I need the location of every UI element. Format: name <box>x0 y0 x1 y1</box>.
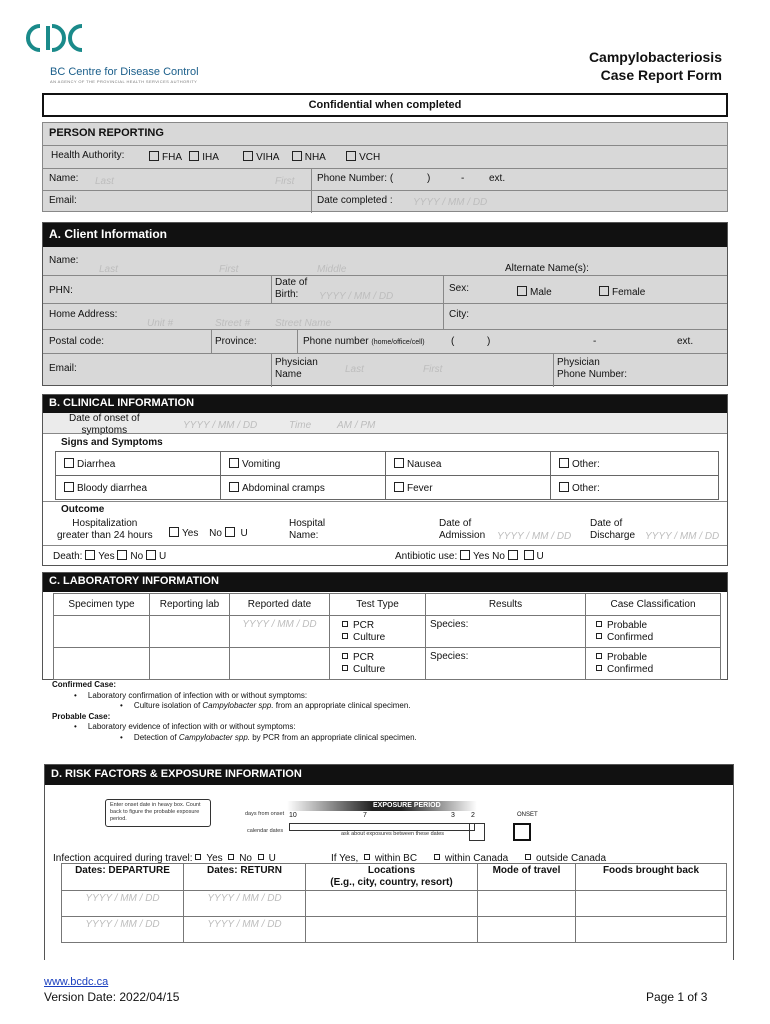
home-address-label: Home Address: <box>49 309 118 320</box>
postal-code-label: Postal code: <box>49 336 105 347</box>
checkbox-icon <box>342 665 348 671</box>
fha-checkbox[interactable] <box>149 152 181 163</box>
org-name: BC Centre for Disease Control <box>50 66 199 78</box>
scale-2: 2 <box>471 812 475 819</box>
date-placeholder: YYYY / MM / DD <box>207 919 282 930</box>
travel-no-label: No <box>239 853 252 864</box>
col-specimen-type: Specimen type <box>54 594 150 616</box>
antibiotic-label: Antibiotic use: <box>395 551 458 562</box>
admission-date-input[interactable] <box>497 530 571 542</box>
hospital-name-label <box>289 518 325 542</box>
sex-label: Sex: <box>449 283 470 294</box>
date-placeholder: YYYY / MM / DD <box>85 893 160 904</box>
checkbox-icon <box>64 458 74 468</box>
confirmed-label: Confirmed <box>607 663 654 675</box>
dob-label <box>275 277 307 301</box>
male-label: Male <box>530 287 552 298</box>
reporter-phone-close: ) <box>427 173 431 184</box>
culture-label: Culture <box>353 663 386 675</box>
ask-exposures-label: ask about exposures between these dates <box>341 831 445 837</box>
reporter-phone-dash: - <box>461 173 465 184</box>
hospitalization-label <box>57 518 153 542</box>
confirmed-checkbox[interactable] <box>596 632 719 644</box>
page-number: Page 1 of 3 <box>646 990 708 1004</box>
results-cell[interactable] <box>426 648 586 680</box>
org-sub: AN AGENCY OF THE PROVINCIAL HEALTH SERVICES AUTHORITY <box>50 79 198 84</box>
departure-cell[interactable] <box>62 917 184 943</box>
probable-line2-b: Campylobacter spp. <box>178 732 250 742</box>
hosp-no-label: No <box>209 528 222 539</box>
client-phone-sub: (home/office/cell) <box>371 339 425 346</box>
checkbox-icon <box>342 633 348 639</box>
date-placeholder: YYYY / MM / DD <box>497 531 572 542</box>
checkbox-icon <box>460 550 470 560</box>
death-yes-label: Yes <box>98 551 115 562</box>
fever-checkbox[interactable] <box>386 476 551 500</box>
nausea-label: Nausea <box>407 458 442 470</box>
death-yes-checkbox[interactable] <box>85 551 114 562</box>
scale-10: 10 <box>289 812 297 819</box>
checkbox-icon <box>364 854 370 860</box>
checkbox-icon <box>596 653 602 659</box>
hospital-label-line1: Hospital <box>289 518 326 529</box>
within-bc-label: within BC <box>374 853 418 864</box>
checkbox-icon <box>243 151 253 161</box>
confirmed-checkbox[interactable] <box>596 664 719 676</box>
street-name-placeholder: Street Name <box>275 318 332 329</box>
checkbox-icon <box>559 482 569 492</box>
other-2-checkbox[interactable] <box>551 476 719 500</box>
table-row <box>54 616 721 648</box>
lab-section-title: C. LABORATORY INFORMATION <box>43 573 727 592</box>
mode-cell[interactable] <box>478 917 576 943</box>
date-placeholder: YYYY / MM / DD <box>85 919 160 930</box>
probable-label: Probable <box>607 651 648 663</box>
hosp-label-line1: Hospitalization <box>72 518 138 529</box>
classification-cell <box>586 648 721 680</box>
death-no-checkbox[interactable] <box>117 551 143 562</box>
other-1-checkbox[interactable] <box>551 452 719 476</box>
antibiotic-yes-label: Yes <box>473 551 490 562</box>
abdominal-cramps-label: Abdominal cramps <box>242 482 325 494</box>
exposure-note: Enter onset date in heavy box. Count back to figure the probable exposure period. <box>110 802 201 822</box>
reporter-last-input[interactable] <box>95 175 114 187</box>
travel-label: Infection acquired during travel: <box>53 853 193 864</box>
checkbox-icon <box>342 621 348 627</box>
probable-line1-text: Laboratory evidence of infection with or without symptoms: <box>87 722 296 731</box>
date-placeholder: YYYY / MM / DD <box>413 197 488 208</box>
physician-phone-label <box>557 357 627 381</box>
location-cell[interactable] <box>306 891 478 917</box>
footer-url-link[interactable]: www.bcdc.ca <box>44 976 109 988</box>
onset-date-box[interactable] <box>513 823 531 841</box>
fha-label: FHA <box>162 152 182 163</box>
onset-label-line1: Date of onset of <box>69 413 140 424</box>
confirmed-line1: • Laboratory confirmation of infection with or without symptoms: <box>74 690 308 700</box>
client-phone-dash: - <box>593 336 597 347</box>
reporter-phone-label: Phone Number: ( <box>317 173 394 184</box>
physician-phone-line1: Physician <box>557 357 600 368</box>
checkbox-icon <box>596 633 602 639</box>
probable-line1: • Laboratory evidence of infection with or without symptoms: <box>74 722 296 731</box>
reporter-first-input[interactable] <box>275 175 294 187</box>
discharge-date-input[interactable] <box>645 530 719 542</box>
client-last-input[interactable] <box>99 263 118 275</box>
female-label: Female <box>612 287 646 298</box>
pcr-label: PCR <box>353 619 375 631</box>
classification-cell <box>586 616 721 648</box>
unit-input[interactable] <box>147 317 173 329</box>
calendar-dates-label: calendar dates <box>247 828 284 834</box>
date-completed-input[interactable] <box>413 196 487 208</box>
probable-line2-a: Detection of <box>133 732 179 742</box>
reported-date-cell[interactable] <box>230 616 330 648</box>
exposure-period-bar <box>287 801 477 811</box>
death-u-checkbox[interactable] <box>146 551 166 562</box>
client-section <box>42 222 728 386</box>
vomiting-checkbox[interactable] <box>221 452 386 476</box>
checkbox-icon <box>508 550 518 560</box>
pcr-checkbox[interactable] <box>342 652 424 664</box>
checkbox-icon <box>596 621 602 627</box>
bccdc-logo <box>22 22 88 54</box>
client-first-input[interactable] <box>219 263 238 275</box>
physician-last-input[interactable] <box>345 363 364 375</box>
risk-section-title: D. RISK FACTORS & EXPOSURE INFORMATION <box>45 765 733 785</box>
col-mode-of-travel: Mode of travel <box>478 864 576 891</box>
probable-case-title: Probable Case: <box>52 711 111 721</box>
culture-label: Culture <box>353 631 386 643</box>
ampm-placeholder: AM / PM <box>337 420 376 431</box>
diarrhea-checkbox[interactable] <box>56 452 221 476</box>
street-number-placeholder: Street # <box>215 318 251 329</box>
bloody-diarrhea-checkbox[interactable] <box>56 476 221 500</box>
dob-input[interactable] <box>319 290 393 302</box>
col-locations <box>306 864 478 891</box>
health-authority-label: Health Authority: <box>51 150 125 161</box>
lab-section <box>42 572 728 680</box>
female-checkbox[interactable] <box>599 286 645 298</box>
confirmed-line2-a: Culture isolation of <box>133 701 203 710</box>
col-return: Dates: RETURN <box>184 864 306 891</box>
physician-label-line1: Physician <box>275 357 318 368</box>
checkbox-icon <box>149 151 159 161</box>
onset-date-input[interactable] <box>183 419 257 431</box>
abdominal-cramps-checkbox[interactable] <box>221 476 386 500</box>
checkbox-icon <box>394 458 404 468</box>
date-placeholder: YYYY / MM / DD <box>645 531 720 542</box>
hospital-label-line2: Name: <box>289 530 319 541</box>
locations-sub: (E.g., city, country, resort) <box>330 877 453 888</box>
nausea-checkbox[interactable] <box>386 452 551 476</box>
hosp-label-line2: greater than 24 hours <box>57 530 153 541</box>
client-name-label: Name: <box>49 255 79 266</box>
fever-label: Fever <box>407 482 433 494</box>
death-u-label: U <box>158 551 167 562</box>
checkbox-icon <box>517 286 527 296</box>
physician-phone-line2: Phone Number: <box>557 369 628 380</box>
species-label: Species: <box>430 651 469 662</box>
last-placeholder: Last <box>99 264 118 275</box>
col-reported-date: Reported date <box>230 594 330 616</box>
locations-label: Locations <box>367 865 416 876</box>
person-reporting-title: PERSON REPORTING <box>49 127 164 139</box>
results-cell[interactable] <box>426 616 586 648</box>
culture-checkbox[interactable] <box>342 664 424 676</box>
days-from-onset-label: days from onset <box>245 811 285 817</box>
within-canada-label: within Canada <box>444 853 509 864</box>
first-placeholder: First <box>275 176 295 187</box>
checkbox-icon <box>596 665 602 671</box>
reporting-lab-cell[interactable] <box>150 648 230 680</box>
street-number-input[interactable] <box>215 317 250 329</box>
scale-3: 3 <box>451 812 455 819</box>
vch-label: VCH <box>359 152 381 163</box>
lab-table <box>53 593 721 680</box>
form-title-line1: Campylobacteriosis <box>588 49 722 65</box>
reporter-ext-label: ext. <box>489 173 506 184</box>
table-row <box>62 891 727 917</box>
checkbox-icon <box>394 482 404 492</box>
date-placeholder: YYYY / MM / DD <box>183 420 258 431</box>
middle-placeholder: Middle <box>317 264 347 275</box>
first-placeholder: First <box>423 364 443 375</box>
bloody-diarrhea-label: Bloody diarrhea <box>77 482 148 494</box>
checkbox-icon <box>228 854 234 860</box>
onset-label: ONSET <box>517 812 538 818</box>
case-definitions <box>52 680 712 743</box>
client-phone-text: Phone number <box>303 336 369 347</box>
nha-checkbox[interactable] <box>292 152 326 163</box>
probable-label: Probable <box>607 619 648 631</box>
checkbox-icon <box>342 653 348 659</box>
admission-line2: Admission <box>439 530 486 541</box>
other-2-label: Other: <box>572 482 600 494</box>
checkbox-icon <box>195 854 201 860</box>
diarrhea-label: Diarrhea <box>77 458 116 470</box>
confirmed-line1-text: Laboratory confirmation of infection with or without symptoms: <box>87 690 308 700</box>
checkbox-icon <box>225 527 235 537</box>
checkbox-icon <box>599 286 609 296</box>
checkbox-icon <box>169 527 179 537</box>
confirmed-line2-b: Campylobacter spp. <box>202 701 274 710</box>
probable-checkbox[interactable] <box>596 652 719 664</box>
pcr-label: PCR <box>353 651 375 663</box>
specimen-cell[interactable] <box>54 648 150 680</box>
onset-time-input[interactable] <box>289 419 311 431</box>
male-checkbox[interactable] <box>517 286 552 298</box>
departure-cell[interactable] <box>62 891 184 917</box>
probable-checkbox[interactable] <box>596 620 719 632</box>
dob-placeholder: YYYY / MM / DD <box>319 291 394 302</box>
client-email-label: Email: <box>49 363 77 374</box>
antibiotic-no-checkbox[interactable] <box>492 551 521 562</box>
discharge-line1: Date of <box>590 518 623 529</box>
checkbox-icon <box>85 550 95 560</box>
signs-symptoms-title: Signs and Symptoms <box>61 437 163 448</box>
col-foods-brought-back: Foods brought back <box>576 864 727 891</box>
client-phone-label <box>303 336 425 347</box>
travel-yes-label: Yes <box>206 853 223 864</box>
vch-checkbox[interactable] <box>346 152 380 163</box>
reported-date-cell[interactable] <box>230 648 330 680</box>
onset-ampm-input[interactable] <box>337 419 375 431</box>
viha-label: VIHA <box>256 152 279 163</box>
probable-line2-c: by PCR from an appropriate clinical specimen. <box>250 732 417 742</box>
checkbox-icon <box>189 151 199 161</box>
hosp-yes-label: Yes <box>182 528 199 539</box>
hosp-u-label: U <box>240 528 248 539</box>
checkbox-icon <box>229 458 239 468</box>
mode-cell[interactable] <box>478 891 576 917</box>
return-cell[interactable] <box>184 917 306 943</box>
confirmed-label: Confirmed <box>607 631 654 643</box>
hosp-no-checkbox[interactable] <box>209 528 238 539</box>
checkbox-icon <box>117 550 127 560</box>
checkbox-icon <box>524 550 534 560</box>
first-placeholder: First <box>219 264 239 275</box>
discharge-label <box>590 518 635 542</box>
exposure-line <box>289 823 475 831</box>
col-results: Results <box>426 594 586 616</box>
col-test-type: Test Type <box>330 594 426 616</box>
travel-u-label: U <box>268 853 276 864</box>
dob-label-line1: Date of <box>275 277 308 288</box>
travel-header-row <box>62 864 727 891</box>
form-title <box>589 48 722 84</box>
admission-line1: Date of <box>439 518 472 529</box>
clinical-section <box>42 394 728 566</box>
physician-label <box>275 357 318 381</box>
antibiotic-yes-checkbox[interactable] <box>460 551 489 562</box>
antibiotic-no-label: No <box>492 551 505 562</box>
foods-cell[interactable] <box>576 917 727 943</box>
reporter-name-label: Name: <box>49 173 79 184</box>
physician-label-line2: Name <box>275 369 302 380</box>
province-label: Province: <box>215 336 257 347</box>
viha-checkbox[interactable] <box>243 152 279 163</box>
location-cell[interactable] <box>306 917 478 943</box>
col-reporting-lab: Reporting lab <box>150 594 230 616</box>
col-departure: Dates: DEPARTURE <box>62 864 184 891</box>
other-1-label: Other: <box>572 458 600 470</box>
city-label: City: <box>449 309 469 320</box>
exposure-period-label: EXPOSURE PERIOD <box>373 802 441 809</box>
checkbox-icon <box>292 151 302 161</box>
test-type-cell <box>330 648 426 680</box>
physician-first-input[interactable] <box>423 363 442 375</box>
admission-label <box>439 518 485 542</box>
scale-7: 7 <box>363 812 367 819</box>
travel-table <box>61 863 727 943</box>
last-placeholder: Last <box>95 176 114 187</box>
confidential-label: Confidential when completed <box>308 99 462 111</box>
person-reporting-section <box>42 122 728 212</box>
clinical-section-title: B. CLINICAL INFORMATION <box>43 395 727 413</box>
discharge-line2: Discharge <box>590 530 636 541</box>
culture-checkbox[interactable] <box>342 632 424 644</box>
alternate-name-label: Alternate Name(s): <box>505 263 589 274</box>
last-placeholder: Last <box>345 364 364 375</box>
reporter-email-label: Email: <box>49 195 77 206</box>
client-phone-open: ( <box>451 336 455 347</box>
iha-label: IHA <box>202 152 219 163</box>
confirmed-case-title: Confirmed Case: <box>52 680 117 689</box>
client-middle-input[interactable] <box>317 263 346 275</box>
date-placeholder: YYYY / MM / DD <box>207 893 282 904</box>
phn-label: PHN: <box>49 285 73 296</box>
antibiotic-u-checkbox[interactable] <box>524 551 544 562</box>
if-yes-label: If Yes, <box>331 853 359 864</box>
unit-placeholder: Unit # <box>147 318 174 329</box>
death-no-label: No <box>130 551 144 562</box>
client-phone-close: ) <box>487 336 491 347</box>
street-name-input[interactable] <box>275 317 331 329</box>
date-completed-label: Date completed : <box>317 195 393 206</box>
confidential-box <box>42 93 728 117</box>
nha-label: NHA <box>304 152 326 163</box>
client-ext-label: ext. <box>677 336 694 347</box>
table-row <box>62 917 727 943</box>
checkbox-icon <box>229 482 239 492</box>
client-section-title: A. Client Information <box>43 223 727 247</box>
confirmed-line2: • Culture isolation of Campylobacter spp. from an appropriate clinical specimen. <box>120 701 411 710</box>
reporting-lab-cell[interactable] <box>150 616 230 648</box>
specimen-cell[interactable] <box>54 616 150 648</box>
lab-header-row <box>54 594 721 616</box>
return-cell[interactable] <box>184 891 306 917</box>
antibiotic-u-label: U <box>536 551 544 562</box>
iha-checkbox[interactable] <box>189 152 218 163</box>
dob-label-line2: Birth: <box>275 289 299 300</box>
confirmed-line2-c: from an appropriate clinical specimen. <box>273 701 411 710</box>
test-type-cell <box>330 616 426 648</box>
checkbox-icon <box>525 854 531 860</box>
form-title-line2: Case Report Form <box>600 67 722 83</box>
checkbox-icon <box>258 854 264 860</box>
species-label: Species: <box>430 619 469 630</box>
onset-label-line2: symptoms <box>81 425 128 436</box>
exposure-note-box <box>105 799 211 827</box>
version-date: Version Date: 2022/04/15 <box>44 990 180 1004</box>
symptoms-table <box>55 451 719 500</box>
col-case-classification: Case Classification <box>586 594 721 616</box>
death-label: Death: <box>53 551 83 562</box>
checkbox-icon <box>64 482 74 492</box>
checkbox-icon <box>346 151 356 161</box>
pcr-checkbox[interactable] <box>342 620 424 632</box>
date-placeholder: YYYY / MM / DD <box>242 619 317 630</box>
checkbox-icon <box>434 854 440 860</box>
vomiting-label: Vomiting <box>242 458 281 470</box>
outside-canada-label: outside Canada <box>536 853 607 864</box>
risk-section <box>44 764 734 960</box>
probable-line2: • Detection of Campylobacter spp. by PCR from an appropriate clinical specimen. <box>120 732 417 742</box>
exposure-date-box[interactable] <box>469 823 485 841</box>
checkbox-icon <box>146 550 156 560</box>
table-row <box>54 648 721 680</box>
time-placeholder: Time <box>289 420 312 431</box>
foods-cell[interactable] <box>576 891 727 917</box>
outcome-title: Outcome <box>61 504 105 515</box>
hosp-yes-checkbox[interactable] <box>169 528 198 539</box>
checkbox-icon <box>559 458 569 468</box>
